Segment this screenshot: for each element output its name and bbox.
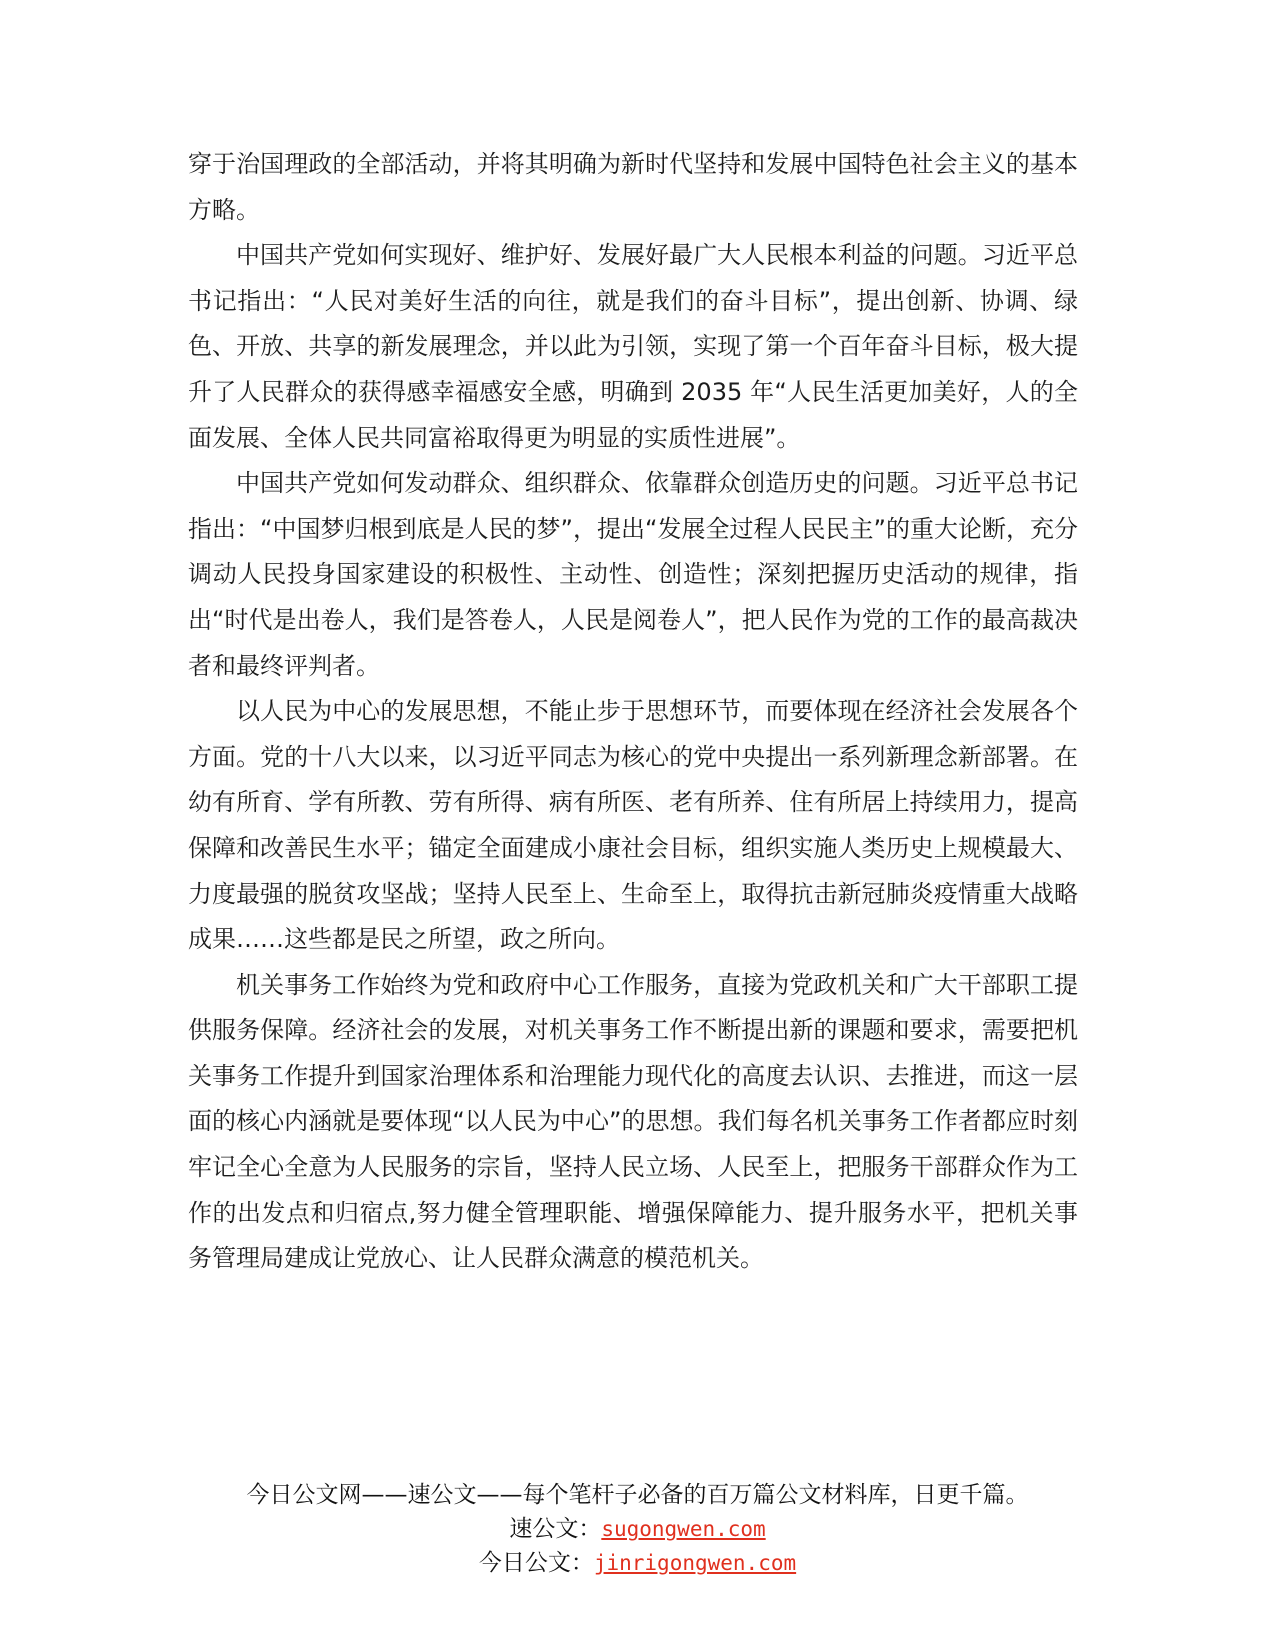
paragraph-5: 机关事务工作始终为党和政府中心工作服务，直接为党政机关和广大干部职工提供服务保障。经济社会的发展，对机关事务工作不断提出新的课题和要求，需要把机关事务工作提升到国家治理体系和治理能力现代化的高度去认识、去推进，而这一层面的核心内涵就是要体现“以人民为中心”的思想。我们每名机关事务工作者都应时刻牢记全心全意为人民服务的宗旨，坚持人民立场、人民至上，把服务干部群众作为工作的出发点和归宿点,努力健全管理职能、增强保障能力、提升服务水平，把机关事务管理局建成让党放心、让人民群众满意的模范机关。 <box>188 970 1078 1273</box>
footer-sugongwen-line <box>0 1512 1275 1546</box>
jinri-label: 今日公文： <box>478 1550 594 1576</box>
paragraph-4: 以人民为中心的发展思想，不能止步于思想环节，而要体现在经济社会发展各个方面。党的十八大以来，以习近平同志为核心的党中央提出一系列新理念新部署。在幼有所育、学有所教、劳有所得、病有所医、老有所养、住有所居上持续用力，提高保障和改善民生水平；锚定全面建成小康社会目标，组织实施人类历史上规模最大、力度最强的脱贫攻坚战；坚持人民至上、生命至上，取得抗击新冠肺炎疫情重大战略成果……这些都是民之所望，政之所向。 <box>188 697 1078 954</box>
paragraph-1: 穿于治国理政的全部活动，并将其明确为新时代坚持和发展中国特色社会主义的基本方略。 <box>188 150 1078 224</box>
page-footer <box>0 1478 1275 1580</box>
sugongwen-label: 速公文： <box>509 1516 602 1542</box>
footer-tagline: 今日公文网——速公文——每个笔杆子必备的百万篇公文材料库，日更千篇。 <box>246 1482 1029 1508</box>
sugongwen-link[interactable]: sugongwen.com <box>601 1517 766 1541</box>
document-body <box>188 142 1078 1282</box>
footer-jinri-line <box>0 1546 1275 1580</box>
jinri-link[interactable]: jinrigongwen.com <box>593 1551 797 1575</box>
paragraph-3: 中国共产党如何发动群众、组织群众、依靠群众创造历史的问题。习近平总书记指出：“中国梦归根到底是人民的梦”，提出“发展全过程人民民主”的重大论断，充分调动人民投身国家建设的积极性、主动性、创造性；深刻把握历史活动的规律，指出“时代是出卷人，我们是答卷人，人民是阅卷人”，把人民作为党的工作的最高裁决者和最终评判者。 <box>188 469 1078 680</box>
paragraph-2: 中国共产党如何实现好、维护好、发展好最广大人民根本利益的问题。习近平总书记指出：“人民对美好生活的向往，就是我们的奋斗目标”，提出创新、协调、绿色、开放、共享的新发展理念，并以此为引领，实现了第一个百年奋斗目标，极大提升了人民群众的获得感幸福感安全感，明确到 2035 年“人民生活更加美好，人的全面发展、全体人民共同富裕取得更为明显的实质性进展”。 <box>188 241 1078 452</box>
